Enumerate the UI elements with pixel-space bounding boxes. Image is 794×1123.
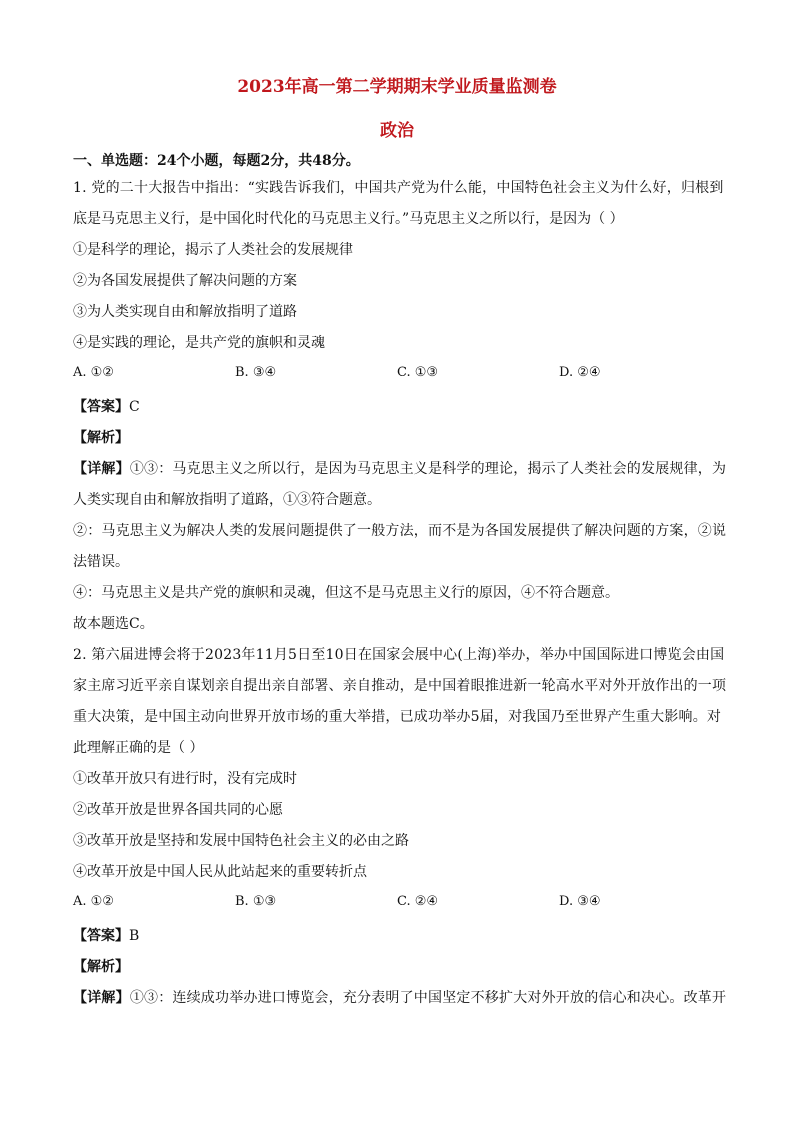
q2-stem-line-4: 此理解正确的是（ ） bbox=[73, 740, 204, 756]
q2-option-a: A. ①② bbox=[73, 894, 114, 909]
subject-title: 政治 bbox=[380, 121, 414, 141]
q1-answer bbox=[73, 396, 140, 416]
q2-item-1: ①改革开放只有进行时，没有完成时 bbox=[73, 771, 297, 787]
q1-detail-line-1 bbox=[73, 458, 726, 478]
q1-item-2: ②为各国发展提供了解决问题的方案 bbox=[73, 273, 297, 289]
answer-label: 【答案】 bbox=[73, 928, 129, 944]
q2-option-c: C. ②④ bbox=[397, 894, 439, 909]
q2-stem-line-2: 家主席习近平亲自谋划亲自提出亲自部署、亲自推动，是中国着眼推进新一轮高水平对外开放作出的一项 bbox=[73, 678, 727, 694]
detail-text: ①③：马克思主义之所以行，是因为马克思主义是科学的理论，揭示了人类社会的发展规律，为 bbox=[129, 461, 727, 477]
detail-label: 【详解】 bbox=[73, 990, 130, 1006]
q1-detail-line-2: 人类实现自由和解放指明了道路，①③符合题意。 bbox=[73, 492, 381, 508]
q1-option-d: D. ②④ bbox=[559, 365, 601, 380]
q1-conclusion: 故本题选C。 bbox=[73, 616, 154, 632]
q2-item-3: ③改革开放是坚持和发展中国特色社会主义的必由之路 bbox=[73, 833, 409, 849]
answer-value: C bbox=[129, 399, 140, 415]
section-heading: 一、单选题：24个小题，每题2分，共48分。 bbox=[73, 153, 360, 169]
q1-option-a: A. ①② bbox=[73, 365, 114, 380]
q1-detail-line-4: 法错误。 bbox=[73, 554, 129, 570]
q1-detail-line-5: ④：马克思主义是共产党的旗帜和灵魂，但这不是马克思主义行的原因，④不符合题意。 bbox=[73, 585, 619, 601]
q2-stem-line-3: 重大决策，是中国主动向世界开放市场的重大举措，已成功举办5届，对我国乃至世界产生重大影响。对 bbox=[73, 709, 722, 725]
detail-text: ①③：连续成功举办进口博览会，充分表明了中国坚定不移扩大对外开放的信心和决心。改革开 bbox=[129, 990, 727, 1006]
detail-label: 【详解】 bbox=[73, 461, 130, 477]
answer-value: B bbox=[129, 928, 140, 944]
q1-stem-line-2: 底是马克思主义行，是中国化时代化的马克思主义行。”马克思主义之所以行，是因为（ ） bbox=[73, 211, 624, 227]
q2-answer bbox=[73, 925, 139, 945]
q2-option-d: D. ③④ bbox=[559, 894, 601, 909]
q1-analysis-label: 【解析】 bbox=[73, 430, 129, 446]
document-title: 2023年高一第二学期期末学业质量监测卷 bbox=[237, 77, 557, 97]
q1-item-3: ③为人类实现自由和解放指明了道路 bbox=[73, 304, 297, 320]
q2-item-4: ④改革开放是中国人民从此站起来的重要转折点 bbox=[73, 864, 367, 880]
q2-analysis-label: 【解析】 bbox=[73, 959, 129, 975]
q1-option-c: C. ①③ bbox=[397, 365, 439, 380]
q2-option-b: B. ①③ bbox=[235, 894, 277, 909]
q1-item-4: ④是实践的理论，是共产党的旗帜和灵魂 bbox=[73, 335, 325, 351]
q1-stem-line-1: 1. 党的二十大报告中指出：“实践告诉我们，中国共产党为什么能，中国特色社会主义为什么好，归根到 bbox=[73, 180, 724, 196]
q1-detail-line-3: ②：马克思主义为解决人类的发展问题提供了一般方法，而不是为各国发展提供了解决问题的方案，②说 bbox=[73, 523, 727, 539]
q2-item-2: ②改革开放是世界各国共同的心愿 bbox=[73, 802, 283, 818]
q2-detail-line-1 bbox=[73, 987, 726, 1007]
q1-option-b: B. ③④ bbox=[235, 365, 277, 380]
q2-stem-line-1: 2. 第六届进博会将于2023年11月5日至10日在国家会展中心(上海)举办，举办中国国际进口博览会由国 bbox=[73, 647, 725, 663]
q1-item-1: ①是科学的理论，揭示了人类社会的发展规律 bbox=[73, 242, 353, 258]
answer-label: 【答案】 bbox=[73, 399, 129, 415]
